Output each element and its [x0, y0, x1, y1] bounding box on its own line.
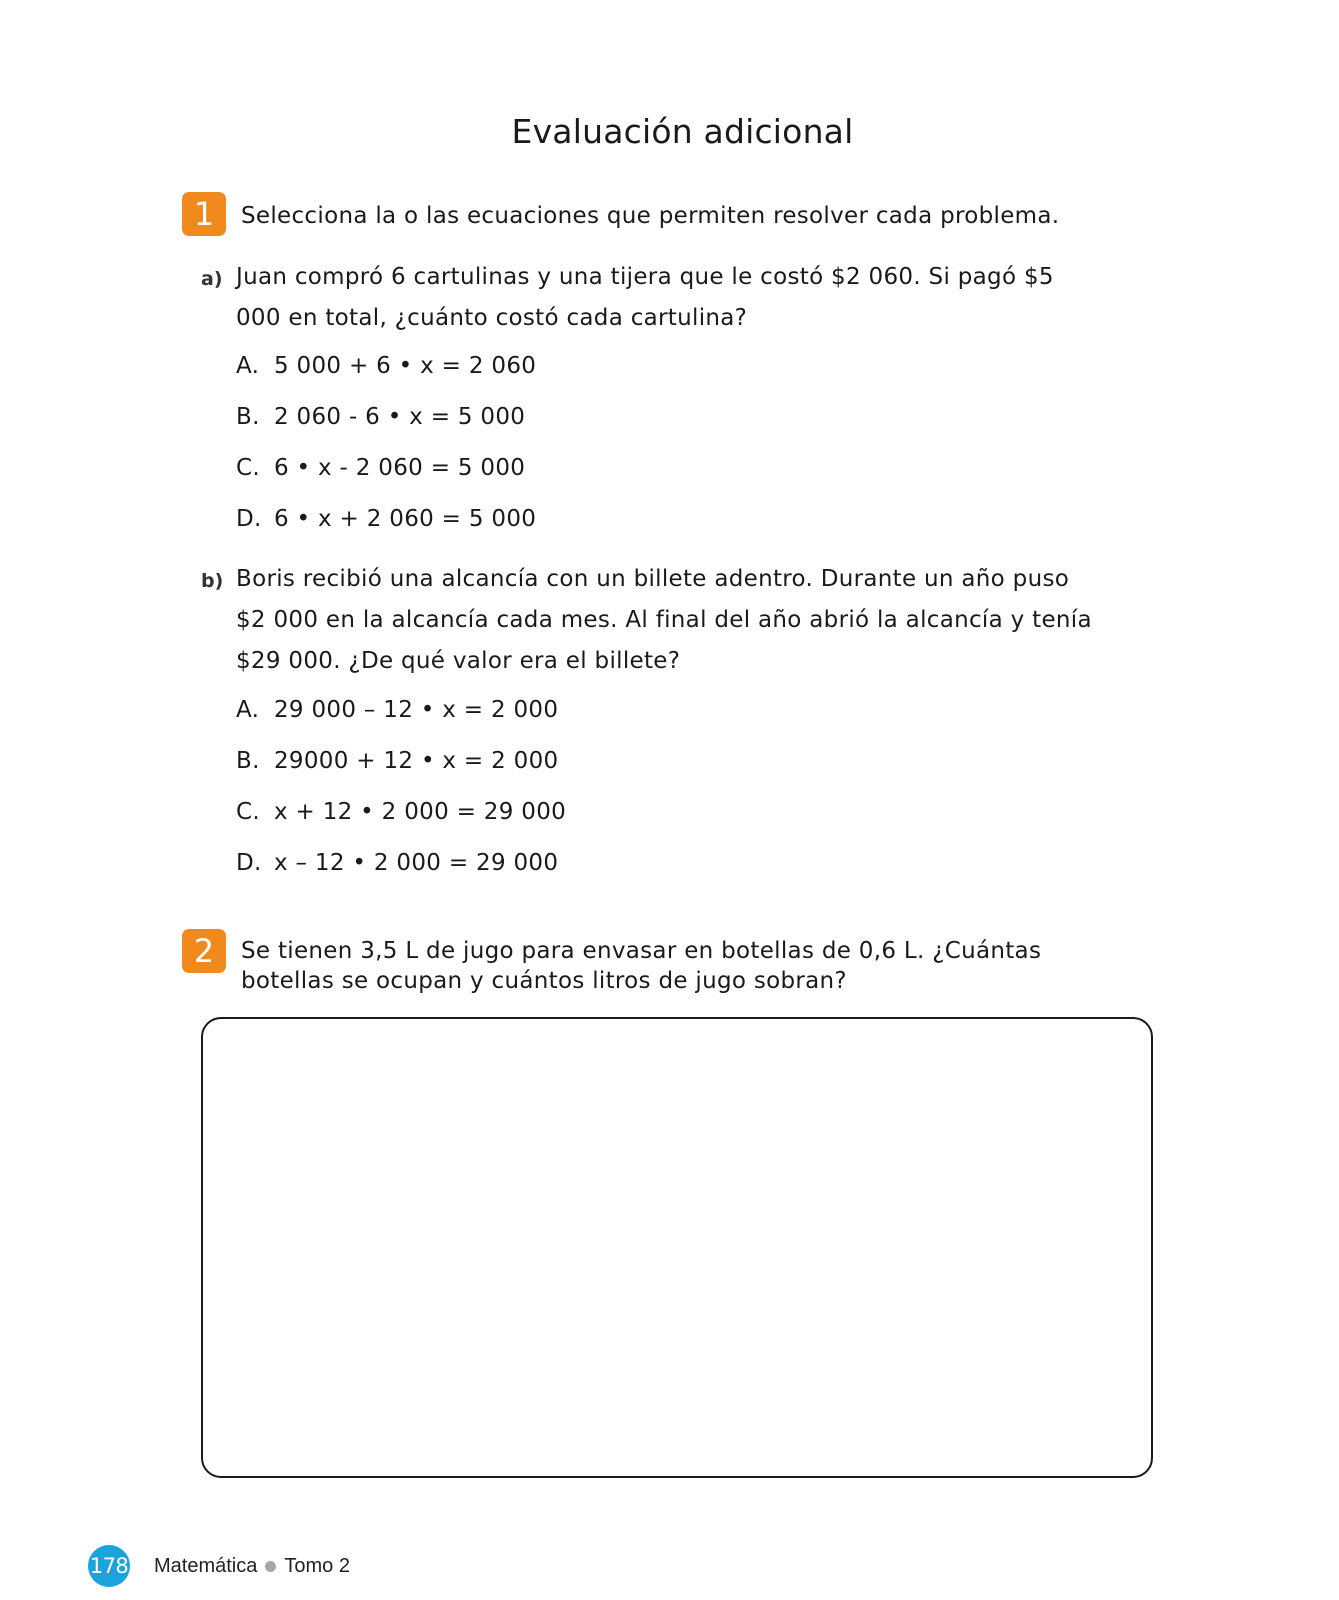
- option-a-B[interactable]: [236, 404, 525, 430]
- option-letter: C.: [236, 799, 260, 825]
- option-b-A[interactable]: [236, 697, 558, 723]
- question-number-badge: 2: [182, 929, 226, 973]
- part-a-label: a): [201, 268, 223, 290]
- option-b-C[interactable]: [236, 799, 566, 825]
- option-equation: 29000 + 12 • x = 2 000: [274, 748, 559, 774]
- footer-book-title: Matemática: [154, 1554, 258, 1577]
- option-letter: D.: [236, 506, 262, 532]
- option-equation: 6 • x + 2 060 = 5 000: [274, 506, 537, 532]
- option-b-D[interactable]: [236, 850, 558, 876]
- question-number-badge: 1: [182, 192, 226, 236]
- footer: [88, 1545, 350, 1587]
- option-equation: x + 12 • 2 000 = 29 000: [274, 799, 567, 825]
- option-a-A[interactable]: [236, 353, 536, 379]
- part-b-text: Boris recibió una alcancía con un billete adentro. Durante un año puso $2 000 en la alcancía cada mes. Al final del año abrió la alcancía y tenía $29 000. ¿De qué valor era el billete?: [236, 566, 1092, 674]
- page-number: 178: [88, 1545, 130, 1587]
- option-equation: x – 12 • 2 000 = 29 000: [274, 850, 559, 876]
- question-2-prompt: Se tienen 3,5 L de jugo para envasar en botellas de 0,6 L. ¿Cuántas botellas se ocupan y cuántos litros de jugo sobran?: [241, 938, 1042, 994]
- option-letter: B.: [236, 404, 260, 430]
- option-letter: D.: [236, 850, 262, 876]
- option-letter: A.: [236, 697, 260, 723]
- part-a-text: Juan compró 6 cartulinas y una tijera que le costó $2 060. Si pagó $5 000 en total, ¿cuánto costó cada cartulina?: [236, 264, 1054, 331]
- question-1-prompt: Selecciona la o las ecuaciones que permiten resolver cada problema.: [241, 203, 1060, 229]
- option-a-C[interactable]: [236, 455, 525, 481]
- option-equation: 6 • x - 2 060 = 5 000: [274, 455, 526, 481]
- answer-box[interactable]: [201, 1017, 1153, 1478]
- option-equation: 2 060 - 6 • x = 5 000: [274, 404, 526, 430]
- option-letter: A.: [236, 353, 260, 379]
- option-letter: C.: [236, 455, 260, 481]
- option-a-D[interactable]: [236, 506, 536, 532]
- footer-separator-dot: [265, 1561, 276, 1572]
- option-b-B[interactable]: [236, 748, 558, 774]
- page-title: Evaluación adicional: [511, 112, 854, 151]
- option-equation: 29 000 – 12 • x = 2 000: [274, 697, 559, 723]
- footer-volume: Tomo 2: [284, 1554, 350, 1577]
- option-letter: B.: [236, 748, 260, 774]
- part-b-label: b): [201, 570, 224, 592]
- option-equation: 5 000 + 6 • x = 2 060: [274, 353, 537, 379]
